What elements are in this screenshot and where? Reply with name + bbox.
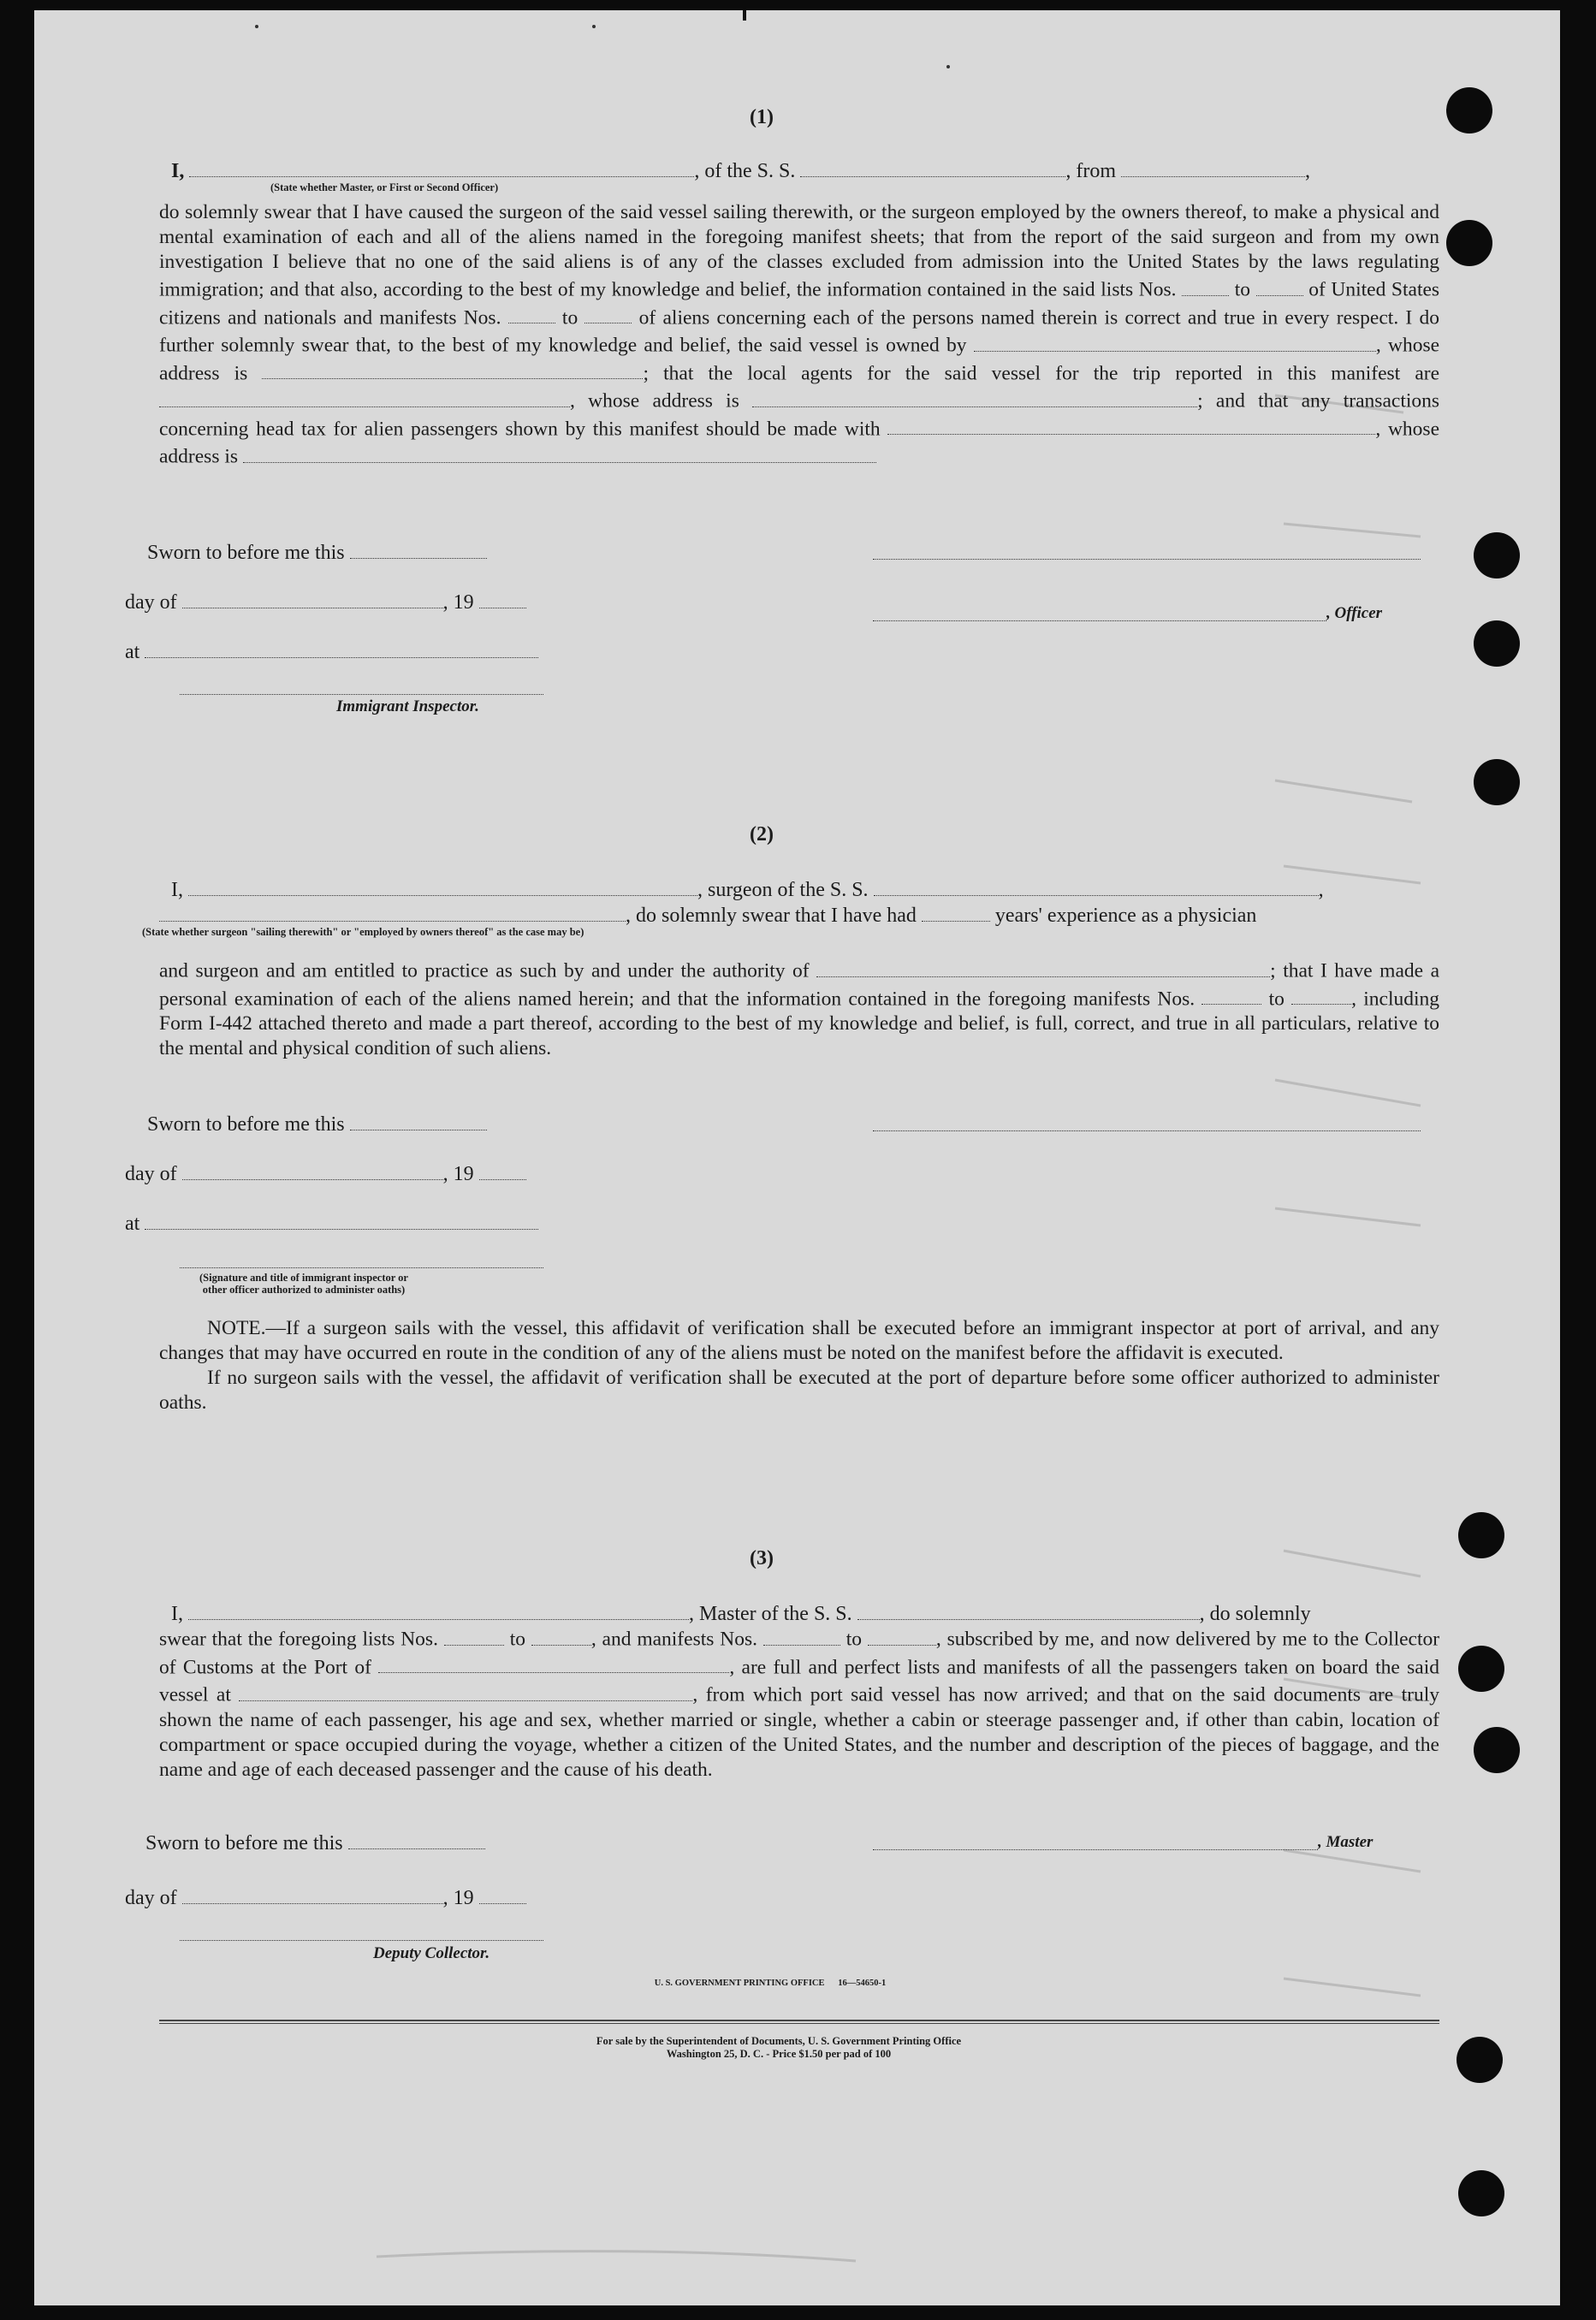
punch-hole <box>1458 1512 1504 1558</box>
note-para-2: If no surgeon sails with the vessel, the affidavit of verification shall be executed at the port of departure before some officer authorized to administer oaths. <box>159 1367 1439 1414</box>
punch-hole <box>1446 220 1492 266</box>
head-tax-agent-field[interactable] <box>887 414 1375 436</box>
head-tax-address-field[interactable] <box>243 442 876 463</box>
surgeon-of-label: , surgeon of the S. S. <box>697 879 869 901</box>
punch-hole <box>1446 87 1492 134</box>
punch-hole <box>1458 1646 1504 1692</box>
swear-had-label: , do solemnly swear that I have had <box>626 905 917 927</box>
years-field[interactable] <box>922 900 990 922</box>
at-label: at <box>125 641 140 663</box>
to-label-5: to <box>845 1628 862 1651</box>
master-intro <box>171 1599 1311 1626</box>
years-label: years' experience as a physician <box>994 905 1257 927</box>
inspector-signature-line[interactable] <box>180 693 543 695</box>
day-of-label-3: day of <box>125 1887 177 1909</box>
year-field-2[interactable] <box>479 1159 526 1180</box>
oath-officer-signature-line[interactable] <box>180 1267 543 1268</box>
year-field-3[interactable] <box>479 1883 526 1904</box>
top-tick-mark <box>743 10 746 21</box>
surgeon-name-field[interactable] <box>188 875 697 896</box>
at-label-2: at <box>125 1213 140 1235</box>
at-place-field[interactable] <box>145 637 538 658</box>
port-field[interactable] <box>378 1652 729 1674</box>
punch-hole <box>1458 2170 1504 2216</box>
year-prefix: , 19 <box>442 591 474 614</box>
from-which-label: , from which <box>692 1683 803 1706</box>
authority-field[interactable] <box>816 956 1270 977</box>
whose-address-label: , whose address is <box>159 334 1440 384</box>
agents-address-field[interactable] <box>752 386 1197 407</box>
at-line-2 <box>125 1208 538 1236</box>
s3-lists-from-field[interactable] <box>444 1624 504 1646</box>
officer-signature-line[interactable] <box>873 558 1421 560</box>
punch-hole <box>1474 1727 1520 1773</box>
pin-mark <box>592 25 596 28</box>
of-ss-label: , of the S. S. <box>694 160 796 182</box>
note-label: NOTE. <box>207 1317 266 1339</box>
surgeon-experience-line <box>159 900 1256 928</box>
subscribed-label: , subscribed by me, and now delivered by me to the Collector of Customs at the Port of <box>159 1628 1440 1678</box>
day-of-label-2: day of <box>125 1163 177 1185</box>
from-port-field[interactable] <box>1121 156 1305 177</box>
day-of-field-2[interactable] <box>182 1159 443 1180</box>
section-1-para-7: , whose address is <box>159 418 1440 468</box>
punch-hole <box>1474 620 1520 667</box>
owner-address-field[interactable] <box>262 359 643 380</box>
form-page <box>34 10 1560 2305</box>
year-prefix-3: , 19 <box>442 1887 474 1909</box>
footer-price-line: Washington 25, D. C. - Price $1.50 per pad of 100 <box>666 2048 892 2060</box>
note-para-1: —If a surgeon sails with the vessel, this affidavit of verification shall be executed before an immigrant inspector at port of arrival, and any changes that may have occurred en route in the condition of any of the aliens must be noted on the manifest before the affidavit is executed. <box>159 1317 1439 1364</box>
local-agents-field[interactable] <box>159 386 570 407</box>
surgeon-intro: I, , surgeon of the S. S. , <box>171 875 1324 902</box>
section-1-body: do solemnly swear that I have caused the surgeon of the said vessel sailing therewith, or the surgeon employed by the owners thereof, to make a physical and mental examination of each and all of the aliens named in the foregoing manifest sheets; that from the report of the said surgeon and from my own investigation I believe that no one of the said aliens is of any of the classes excluded from admission into the United States by the laws regulating immigration; and that also, according to the best of my knowledge and belief, the information contained in the said lists Nos. to of United States citizens and nationals and manifests Nos. to of aliens concerning each of the persons named therein is correct and true in every respect. I do further solemnly swear that, to the best of my knowledge and belief, the said vessel is owned by , whose address is ; that the local agents for the said vessel for the trip reported in this manifest are , whose address is ; and that any transactions concerning head tax for alien passengers shown by this manifest should be made with , whose address is <box>159 201 1440 468</box>
officer-caption: (State whether Master, or First or Second Officer) <box>270 181 499 193</box>
section-2-para-1: and surgeon and am entitled to practice as such by and under the authority of <box>159 959 810 982</box>
day-of-line-3 <box>125 1883 526 1910</box>
day-of-field[interactable] <box>182 587 443 608</box>
section-3-para-1: swear that the foregoing lists Nos. <box>159 1628 438 1651</box>
section-3-para-2: port said vessel has now arrived; and that on the said documents are truly shown the name of each passenger, his age and sex, whether married or single, whether a cabin or steerage passenger and, if other than cabin, location of compartment or space occupied during the voyage, whether a citizen of the United States, and the number and description of the pieces of baggage, and the name and age of each deceased passenger and the cause of his death. <box>159 1683 1440 1781</box>
intro-pronoun-3: I, <box>171 1603 183 1625</box>
do-solemnly-label: , do solemnly <box>1199 1603 1311 1625</box>
are-full-label: , are full and perfect lists and manifests of all the passengers taken on board the said vessel at <box>159 1656 1439 1706</box>
sworn-date-field-2[interactable] <box>350 1109 487 1130</box>
s3-manifests-from-field[interactable] <box>763 1624 840 1646</box>
s3-lists-to-field[interactable] <box>531 1624 591 1646</box>
to-label-4: to <box>509 1628 525 1651</box>
sworn-label-2: Sworn to before me this <box>147 1113 345 1136</box>
surgeon-caption: (State whether surgeon "sailing therewith" or "employed by owners thereof" as the case may be) <box>142 926 584 938</box>
section-3-body <box>159 1624 1439 1783</box>
day-of-line-1 <box>125 587 526 614</box>
section-2-body: and surgeon and am entitled to practice as such by and under the authority of ; that I have made a personal examination of each of the aliens named herein; and that the information contained in the foregoing manifests Nos. to , including Form I-442 attached thereto and made a part thereof, according to the best of my knowledge and belief, is full, correct, and true in all particulars, relative to the mental and physical condition of such aliens. <box>159 956 1439 1061</box>
inspector-label: Immigrant Inspector. <box>336 697 479 715</box>
oath-officer-caption: (Signature and title of immigrant inspector or other officer authorized to administer oaths) <box>199 1272 408 1296</box>
master-name-field[interactable] <box>188 1599 689 1620</box>
surgeon-type-field[interactable] <box>159 900 626 922</box>
to-label-3: to <box>1268 988 1285 1010</box>
section-3-number: (3) <box>750 1547 774 1569</box>
footer-rule-2 <box>159 2023 1439 2024</box>
pin-mark <box>946 65 950 68</box>
vessel-name-field[interactable] <box>800 156 1065 177</box>
manifests-to-field[interactable] <box>584 303 632 324</box>
section-2-note <box>159 1316 1439 1415</box>
deputy-collector-label: Deputy Collector. <box>373 1944 490 1962</box>
pin-mark <box>255 25 258 28</box>
section-1-para-1: do solemnly swear that I have caused the surgeon of the said vessel sailing therewith, or the surgeon employed by the owners thereof, to make a physical and mental examination of each and all of the aliens named in the foregoing manifest sheets; that from the report of the said surgeon and from my own investigation I believe that no one of the said aliens is of any of the classes excluded from admission into the United States by the laws regulating immigration; and that also, according to the best of my knowledge and belief, the information contained in the said lists Nos. <box>159 201 1439 301</box>
at-line-1 <box>125 637 538 664</box>
surgeon-signature-line[interactable] <box>873 1130 1421 1131</box>
sworn-date-field-3[interactable] <box>348 1828 485 1849</box>
year-prefix-2: , 19 <box>442 1163 474 1185</box>
day-of-label: day of <box>125 591 177 614</box>
from-label: , from <box>1065 160 1117 182</box>
s2-manifests-to-field[interactable] <box>1291 984 1351 1006</box>
deputy-signature-line[interactable] <box>180 1939 543 1941</box>
to-label: to <box>1234 278 1250 301</box>
and-manifests-label: , and manifests Nos. <box>590 1628 757 1651</box>
lists-from-field[interactable] <box>1182 275 1229 296</box>
printing-office-code: U. S. GOVERNMENT PRINTING OFFICE 16—54650-1 <box>654 1979 887 1988</box>
manifests-from-field[interactable] <box>508 303 555 324</box>
s2-manifests-from-field[interactable] <box>1201 984 1261 1006</box>
section-1-para-6: ; and that any transactions concerning head tax for alien passengers shown by this manifest should be made with <box>159 389 1440 440</box>
section-1-number: (1) <box>750 106 774 128</box>
sworn-date-field[interactable] <box>350 537 487 559</box>
to-label-2: to <box>561 306 578 329</box>
departure-port-field[interactable] <box>239 1680 692 1701</box>
s3-manifests-to-field[interactable] <box>868 1624 936 1646</box>
year-field[interactable] <box>479 587 526 608</box>
master-vessel-field[interactable] <box>857 1599 1200 1620</box>
section-1-para-4: that the local agents for the said vessel for the trip reported in this manifest are <box>663 362 1440 384</box>
section-1-para-2: of United States citizens and nationals and manifests Nos. <box>159 278 1440 329</box>
sworn-label-3: Sworn to before me this <box>145 1832 343 1854</box>
day-of-line-2 <box>125 1159 526 1186</box>
punch-hole <box>1457 2037 1503 2083</box>
sworn-line-3 <box>145 1828 485 1855</box>
footer-sale-line: For sale by the Superintendent of Documents, U. S. Government Printing Office <box>596 2035 962 2047</box>
sworn-label: Sworn to before me this <box>147 542 345 564</box>
master-of-label: , Master of the S. S. <box>689 1603 852 1625</box>
sworn-line-2 <box>147 1109 487 1136</box>
master-signature-line[interactable] <box>873 1848 1318 1850</box>
section-2-para-3: , including Form I-442 attached thereto and made a part thereof, according to the best of my knowledge and belief, is full, correct, and true in all particulars, relative to the mental and physical condition of such aliens. <box>159 988 1440 1059</box>
surgeon-vessel-field[interactable] <box>874 875 1319 896</box>
master-label: , Master <box>1318 1833 1374 1851</box>
day-of-field-3[interactable] <box>182 1883 443 1904</box>
section-1-para-5: whose address is <box>588 389 739 412</box>
intro-pronoun-2: I, <box>171 879 183 901</box>
section-1-para-3: of aliens concerning each of the persons named therein is correct and true in every respect. I do further solemnly swear that, to the best of my knowledge and belief, the said vessel is owned by <box>159 306 1439 357</box>
section-2-number: (2) <box>750 823 774 846</box>
officer-intro: I, , of the S. S. , from , <box>171 156 1310 183</box>
punch-hole <box>1474 532 1520 579</box>
punch-hole <box>1474 759 1520 805</box>
at-place-field-2[interactable] <box>145 1208 538 1230</box>
footer-rule-1 <box>159 2020 1439 2021</box>
sworn-line-1 <box>147 537 487 565</box>
owner-field[interactable] <box>974 330 1376 352</box>
officer-name-field[interactable] <box>189 156 694 177</box>
officer-name-line[interactable] <box>873 620 1326 621</box>
intro-pronoun: I, <box>171 160 185 182</box>
officer-label: , Officer <box>1326 604 1383 622</box>
section-2-para-2: that I have made a personal examination of each of the aliens named herein; and that the information contained in the foregoing manifests Nos. <box>159 959 1440 1010</box>
lists-to-field[interactable] <box>1256 275 1303 296</box>
